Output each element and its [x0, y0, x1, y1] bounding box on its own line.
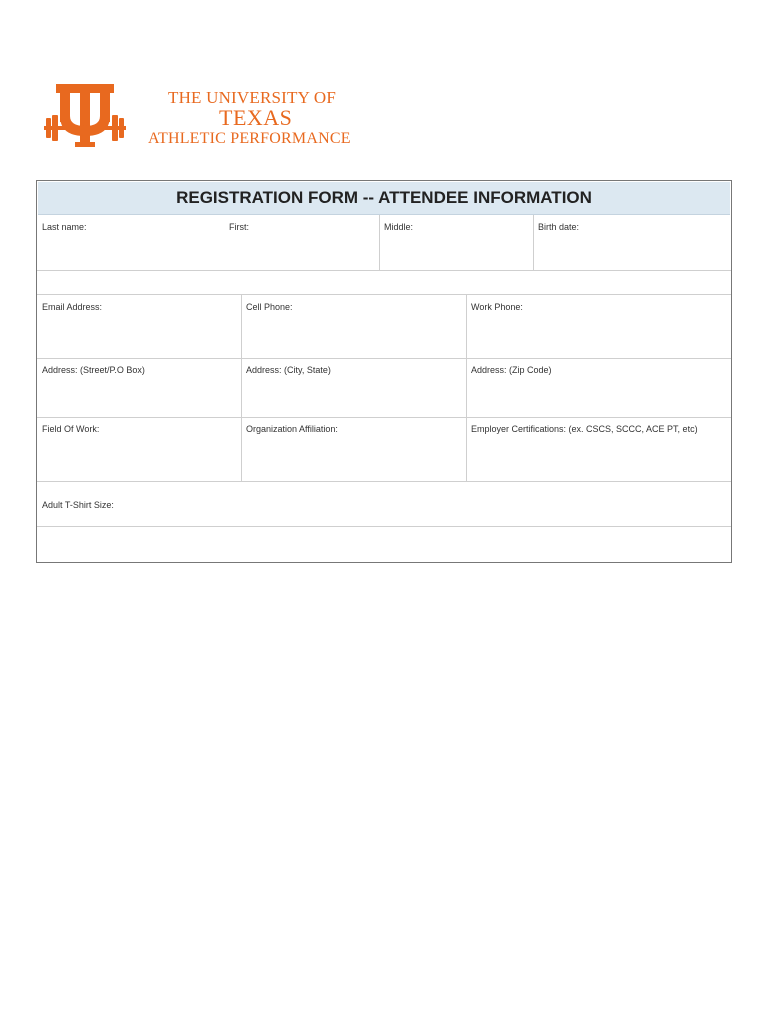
header — [42, 80, 402, 160]
form-title-bar — [38, 182, 730, 215]
birth-date-label: Birth date: — [538, 222, 580, 232]
cell-phone-label: Cell Phone: — [246, 302, 293, 312]
tshirt-size-field[interactable] — [37, 482, 730, 562]
organization-label: Organization Affiliation: — [246, 424, 338, 434]
divider — [466, 295, 467, 481]
address-city-label: Address: (City, State) — [246, 365, 331, 375]
field-of-work-label: Field Of Work: — [42, 424, 100, 434]
form-title: REGISTRATION FORM -- ATTENDEE INFORMATION — [176, 188, 592, 207]
work-phone-label: Work Phone: — [471, 302, 523, 312]
divider — [37, 526, 731, 527]
last-name-label: Last name: — [42, 222, 87, 232]
divider — [379, 215, 380, 270]
divider — [37, 270, 731, 271]
divider — [533, 215, 534, 270]
address-zip-label: Address: (Zip Code) — [471, 365, 552, 375]
ut-barbell-logo-icon — [42, 80, 128, 158]
tshirt-size-label: Adult T-Shirt Size: — [42, 500, 114, 510]
address-street-label: Address: (Street/P.O Box) — [42, 365, 145, 375]
email-label: Email Address: — [42, 302, 103, 312]
middle-name-label: Middle: — [384, 222, 414, 232]
brand-line-3: ATHLETIC PERFORMANCE — [148, 130, 351, 147]
first-name-label: First: — [229, 222, 249, 232]
certifications-label: Employer Certifications: (ex. CSCS, SCCC, ACE PT, etc) — [471, 424, 698, 434]
divider — [241, 295, 242, 481]
brand-line-2: TEXAS — [219, 105, 293, 130]
registration-form — [36, 180, 732, 563]
brand-line-1: THE UNIVERSITY OF — [168, 88, 337, 107]
